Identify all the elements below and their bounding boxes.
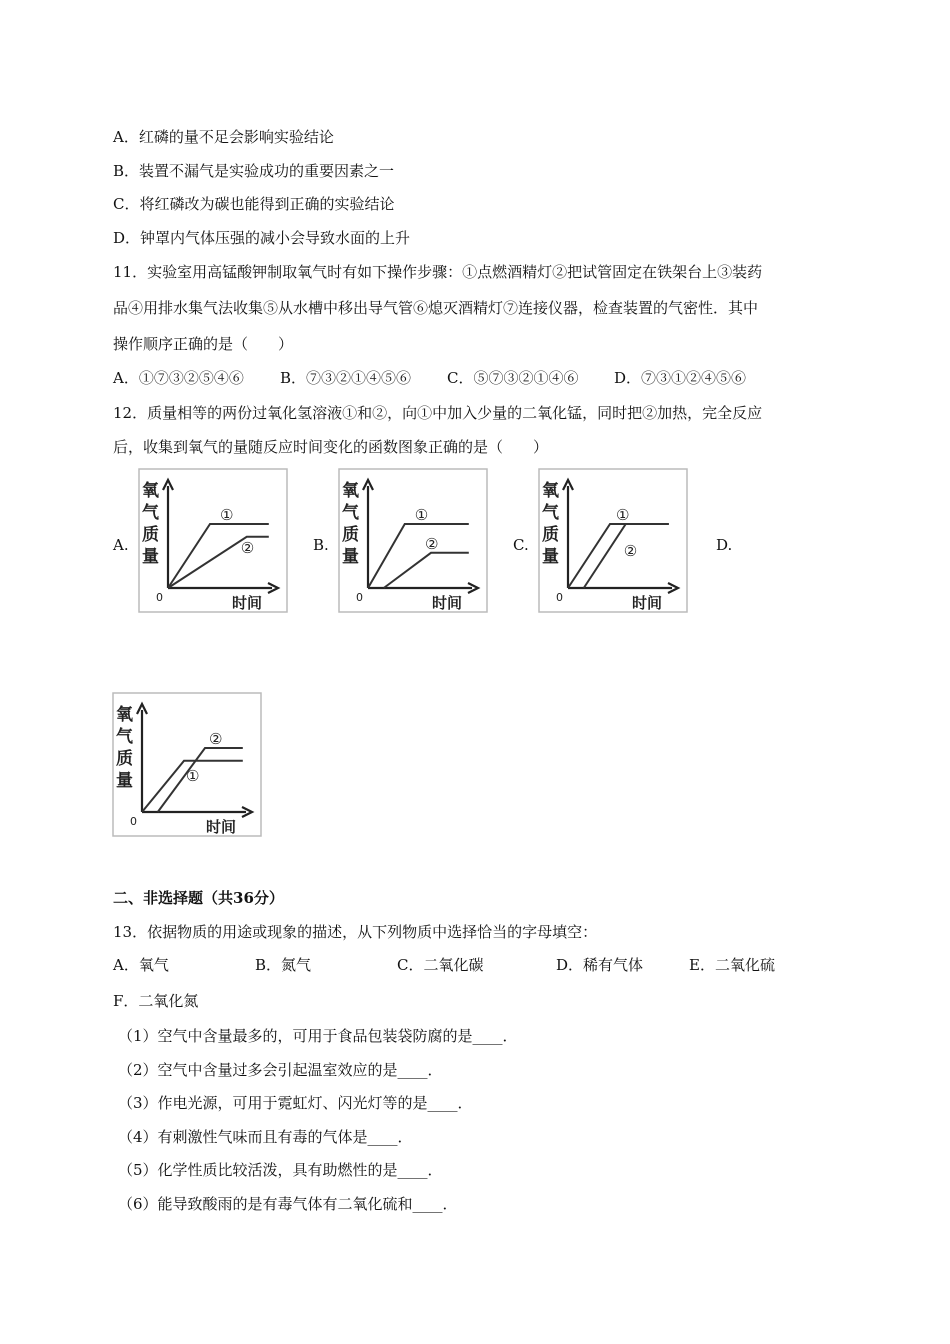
x-axis-label: 时间 (632, 594, 663, 612)
q13-sub-5: （5）化学性质比较活泼，具有助燃性的是____． (118, 1161, 443, 1179)
series-line-2 (384, 553, 469, 588)
y-axis-label-char: 气 (116, 727, 133, 747)
series-label-2: ② (209, 730, 223, 748)
series-label-1: ① (220, 506, 234, 524)
y-axis-label-char: 氧 (342, 481, 359, 501)
q13-sub-6: （6）能导致酸雨的是有毒气体有二氧化硫和____． (118, 1195, 458, 1213)
y-axis-label-char: 质 (142, 525, 159, 545)
q13-option-e: E．二氧化硫 (689, 956, 775, 974)
y-axis-label-char: 量 (342, 547, 359, 567)
series-line-1 (368, 524, 469, 588)
q11-option-c: C．⑤⑦③②①④⑥ (447, 369, 579, 387)
graph-b (338, 468, 488, 613)
graph-c (538, 468, 688, 613)
series-label-2: ② (623, 542, 638, 560)
y-axis-label-char: 质 (116, 749, 133, 769)
origin-label: 0 (130, 815, 137, 828)
series-label-1: ① (414, 506, 429, 524)
origin-label: 0 (156, 591, 163, 604)
y-axis-label-char: 氧 (142, 481, 159, 501)
q13-sub-1: （1）空气中含量最多的，可用于食品包装袋防腐的是____． (118, 1027, 518, 1045)
series-label-2: ② (425, 534, 439, 553)
q13-sub-3: （3）作电光源，可用于霓虹灯、闪光灯等的是____． (118, 1094, 473, 1112)
q11-option-d: D．⑦③①②④⑤⑥ (614, 369, 747, 387)
y-axis-label-char: 气 (342, 503, 359, 523)
graph-d (112, 692, 262, 837)
series-label-1: ① (186, 766, 200, 785)
q12-label-c: C. (513, 536, 529, 554)
section2-title: 二、非选择题（共36分） (113, 889, 284, 907)
q13-sub-2: （2）空气中含量过多会引起温室效应的是____． (118, 1061, 443, 1079)
series-label-2: ② (240, 538, 255, 557)
q11-stem-line2: 品④用排水集气法收集⑤从水槽中移出导气管⑥熄灭酒精灯⑦连接仪器，检查装置的气密性．其中 (113, 299, 759, 317)
q13-option-a: A．氧气 (113, 956, 169, 974)
q13-option-f: F．二氧化氮 (113, 992, 199, 1010)
q10-option-d: D．钟罩内气体压强的减小会导致水面的上升 (113, 229, 411, 247)
q12-label-b: B. (313, 536, 329, 554)
origin-label: 0 (356, 591, 363, 604)
y-axis-label-char: 质 (542, 525, 559, 545)
series-line-2 (158, 748, 243, 812)
origin-label: 0 (556, 591, 563, 604)
q12-stem-line2: 后，收集到氧气的量随反应时间变化的函数图象正确的是（ ） (113, 438, 549, 456)
y-axis-label-char: 气 (142, 503, 159, 523)
q11-option-a: A．①⑦③②⑤④⑥ (113, 369, 244, 387)
x-axis-label: 时间 (206, 818, 237, 836)
y-axis-label-char: 量 (542, 547, 559, 567)
q13-option-b: B．氮气 (255, 956, 312, 974)
q11-stem-line1: 11．实验室用高锰酸钾制取氧气时有如下操作步骤：①点燃酒精灯②把试管固定在铁架台上③装药 (113, 263, 763, 281)
q13-stem: 13．依据物质的用途或现象的描述，从下列物质中选择恰当的字母填空： (113, 923, 598, 941)
y-axis-label-char: 量 (116, 771, 133, 791)
q12-label-d: D. (716, 536, 733, 554)
q10-option-b: B．装置不漏气是实验成功的重要因素之一 (113, 162, 395, 180)
q11-option-b: B．⑦③②①④⑤⑥ (280, 369, 412, 387)
q12-stem-line1: 12．质量相等的两份过氧化氢溶液①和②，向①中加入少量的二氧化锰，同时把②加热，完全反应 (113, 404, 763, 422)
q10-option-c: C．将红磷改为碳也能得到正确的实验结论 (113, 195, 395, 213)
y-axis-label-char: 量 (142, 547, 159, 567)
y-axis-label-char: 氧 (542, 481, 559, 501)
y-axis-label-char: 氧 (116, 705, 133, 725)
q11-stem-line3: 操作顺序正确的是（ ） (113, 335, 294, 353)
q10-option-a: A．红磷的量不足会影响实验结论 (113, 128, 334, 146)
q13-option-c: C．二氧化碳 (397, 956, 484, 974)
y-axis-label-char: 质 (342, 525, 359, 545)
q13-sub-4: （4）有刺激性气味而且有毒的气体是____． (118, 1128, 413, 1146)
y-axis-label-char: 气 (542, 503, 559, 523)
x-axis-label: 时间 (432, 594, 463, 612)
graph-a (138, 468, 288, 613)
x-axis-label: 时间 (232, 594, 263, 612)
q13-option-d: D．稀有气体 (556, 956, 644, 974)
series-label-1: ① (616, 506, 630, 524)
q12-label-a: A. (113, 536, 129, 554)
